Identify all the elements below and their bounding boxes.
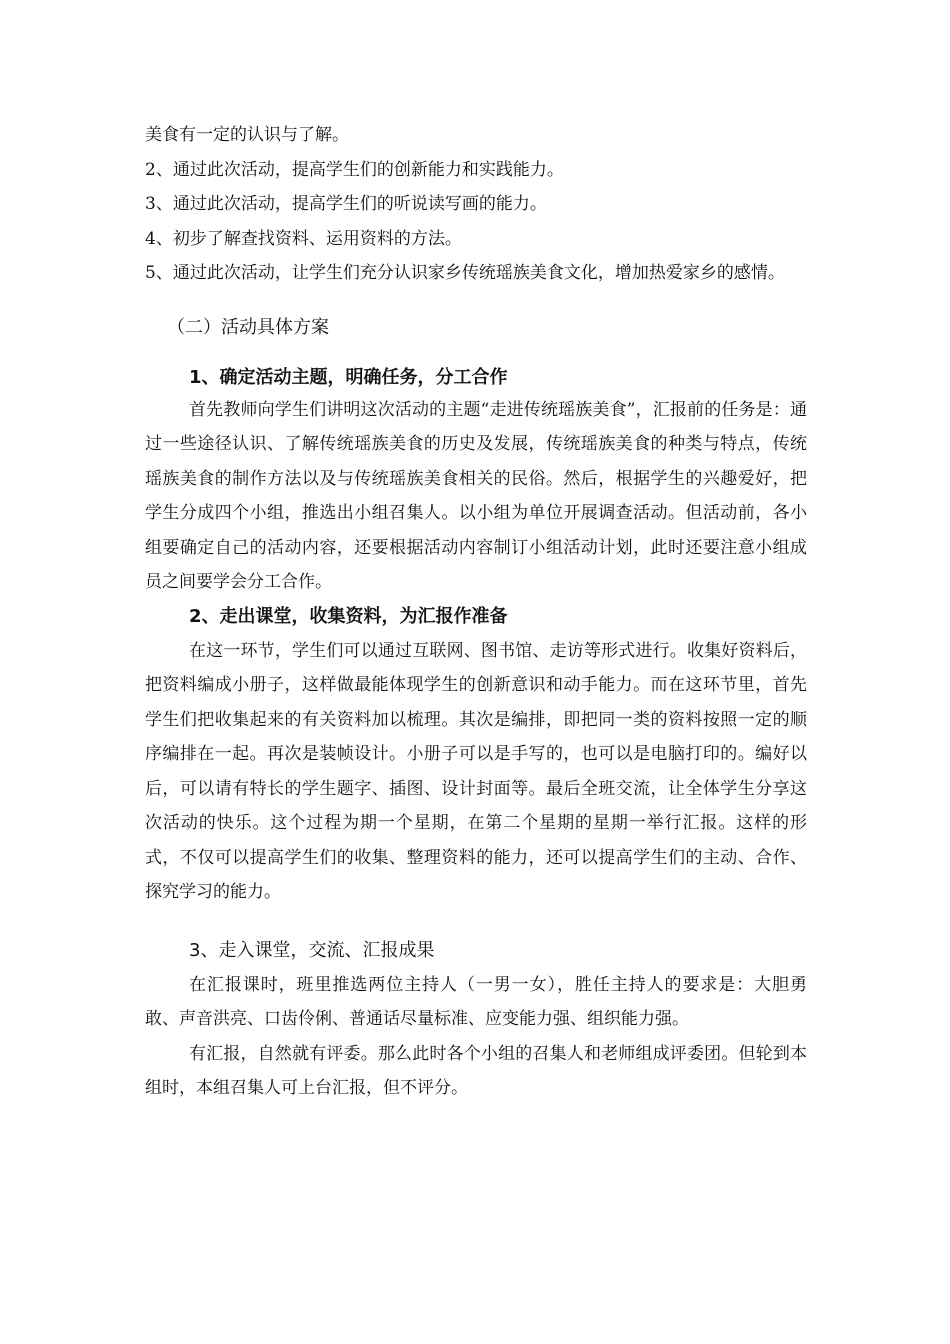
step2-body: 在这一环节，学生们可以通过互联网、图书馆、走访等形式进行。收集好资料后，把资料编成小册子，这样做最能体现学生的创新意识和动手能力。而在这环节里，首先学生们把收集起来的有关资料加以梳理。其次是编排，即把同一类的资料按照一定的顺序编排在一起。再次是装帧设计。小册子可以是手写的，也可以是电脑打印的。编好以后，可以请有特长的学生题字、插图、设计封面等。最后全班交流，让全体学生分享这次活动的快乐。这个过程为期一个星期，在第二个星期的星期一举行汇报。这样的形式，不仅可以提高学生们的收集、整理资料的能力，还可以提高学生们的主动、合作、探究学习的能力。 <box>145 640 807 902</box>
step1-heading: 1、确定活动主题，明确任务，分工合作 <box>189 366 508 388</box>
step3-body-1: 在汇报课时，班里推选两位主持人（一男一女），胜任主持人的要求是：大胆勇敢、声音洪亮、口齿伶俐、普通话尽量标准、应变能力强、组织能力强。 <box>145 974 807 1029</box>
intro-tail-text: 美食有一定的认识与了解。 <box>145 125 349 145</box>
step1-body: 首先教师向学生们讲明这次活动的主题“走进传统瑶族美食”，汇报前的任务是：通过一些途径认识、了解传统瑶族美食的历史及发展，传统瑶族美食的种类与特点，传统瑶族美食的制作方法以及与传统瑶族美食相关的民俗。然后，根据学生的兴趣爱好，把学生分成四个小组，推选出小组召集人。以小组为单位开展调查活动。但活动前，各小组要确定自己的活动内容，还要根据活动内容制订小组活动计划，此时还要注意小组成员之间要学会分工合作。 <box>145 399 807 592</box>
document-page <box>145 118 807 1106</box>
objective-3: 3、通过此次活动，提高学生们的听说读写画的能力。 <box>145 194 547 214</box>
objective-5: 5、通过此次活动，让学生们充分认识家乡传统瑶族美食文化，增加热爱家乡的感情。 <box>145 263 785 283</box>
section-heading-plan: （二）活动具体方案 <box>167 316 329 338</box>
step3-heading: 3、走入课堂，交流、汇报成果 <box>189 939 435 961</box>
step2-heading: 2、走出课堂，收集资料，为汇报作准备 <box>189 605 508 627</box>
objective-2: 2、通过此次活动，提高学生们的创新能力和实践能力。 <box>145 159 564 180</box>
step3-body-2: 有汇报，自然就有评委。那么此时各个小组的召集人和老师组成评委团。但轮到本组时，本组召集人可上台汇报，但不评分。 <box>145 1043 807 1098</box>
objective-4: 4、初步了解查找资料、运用资料的方法。 <box>145 228 462 249</box>
